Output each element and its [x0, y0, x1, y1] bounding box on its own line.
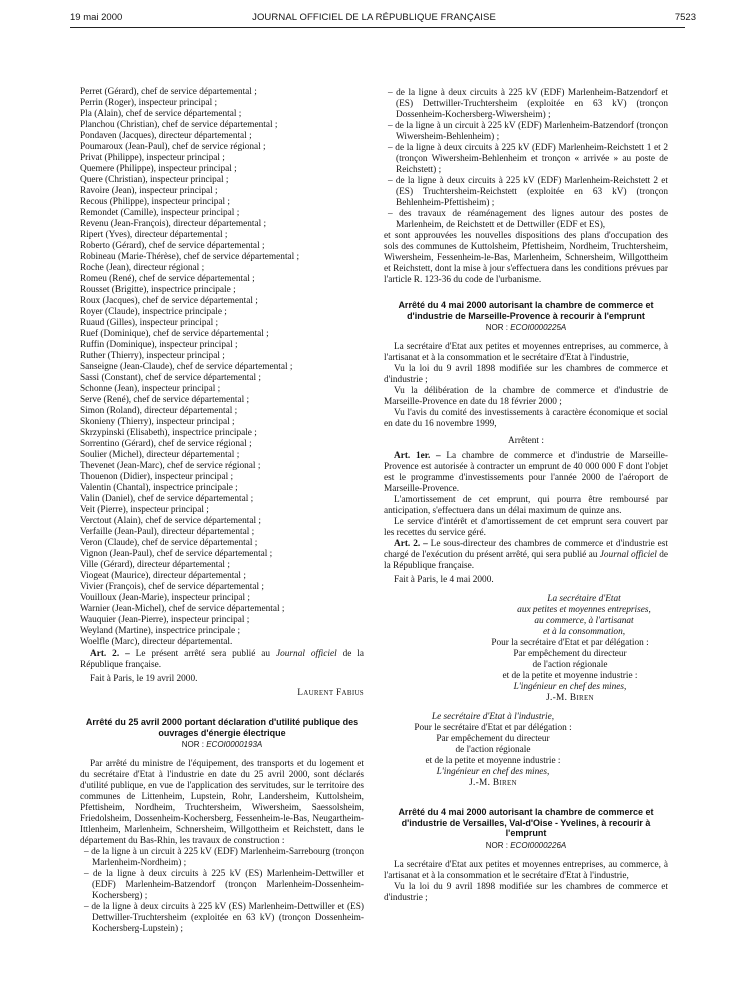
engineer-title: L'ingénieur en chef des mines, [513, 682, 627, 692]
article-2-paragraph: Art. 2. – Le présent arrêté sera publié au Journal officiel de la République française. [80, 649, 365, 670]
approval-paragraph: et sont approuvées les nouvelles dispositions des plans d'occupation des sols des communes de Kuttolsheim, Pfettisheim, Nordheim, Truchtersheim, Wiwersheim, Fessenheim-le-Bas, Marlenheim, Schnersheim, Willgottheim et Reichstett, dont la mise à jour s'effectuera dans les conditions prévues par l'article R. 123-36 du code de l'urbanisme. [384, 231, 668, 285]
works-item: – de la ligne à deux circuits à 225 kV (ES) Marlenheim-Dettwiller et (EDF) Marlenheim-Batzendorf (tronçon Marlenheim-Dossenheim-Kochersberg) ; [84, 869, 364, 901]
appointee-entry: Ruaud (Gilles), inspecteur principal ; [80, 318, 219, 328]
works-item: – de la ligne à deux circuits à 225 kV (ES) Marlenheim-Dettwiller et (ES) Dettwiller-Truchtersheim (exploitée en 63 kV) (tronçon Dossenheim-Kochersberg-Lupstein) ; [84, 902, 364, 934]
appointee-entry: Quemere (Philippe), inspecteur principal ; [80, 164, 237, 174]
article-1-paragraph: Art. 1er. – La chambre de commerce et d'industrie de Marseille-Provence est autorisée à contracter un emprunt de 40 000 000 F dont l'objet est le programme d'investissements pour l'année 2000 de l'aéroport de Marseille-Provence. [384, 451, 668, 494]
appointee-entry: Veron (Claude), chef de service départemental ; [80, 538, 258, 548]
signature-block-1-delegation [472, 638, 668, 704]
nor-reference: NOR : ECOI0000226A [485, 840, 567, 850]
article-paragraph: Le service d'intérêt et d'amortissement de cet emprunt sera couvert par les recettes du service géré. [384, 517, 668, 538]
appointee-entry: Ruther (Thierry), inspecteur principal ; [80, 351, 225, 361]
journal-title: JOURNAL OFFICIEL DE LA RÉPUBLIQUE FRANÇAISE [252, 12, 496, 23]
arretent-heading: Arrêtent : [508, 436, 544, 446]
appointee-entry: Vouilloux (Jean-Marie), inspecteur principal ; [80, 593, 250, 603]
appointee-entry: Sanseigne (Jean-Claude), chef de service départemental ; [80, 362, 293, 372]
nor-reference: NOR : ECOI0000225A [485, 323, 567, 332]
appointee-entry: Remondet (Camille), inspecteur principal ; [80, 208, 240, 218]
appointee-entry: Woelfle (Marc), directeur départemental. [80, 637, 233, 647]
appointee-entry: Privat (Philippe), inspecteur principal ; [80, 153, 225, 163]
works-item: – de la ligne à un circuit à 225 kV (EDF) Marlenheim-Sarrebourg (tronçon Marlenheim-Nordheim) ; [84, 847, 364, 868]
appointee-entry: Pla (Alain), chef de service départemental ; [80, 109, 242, 119]
appointee-entry: Robineau (Marie-Thérèse), chef de service départemental ; [80, 252, 300, 262]
appointee-entry: Roberto (Gérard), chef de service départemental ; [80, 241, 265, 251]
appointee-entry: Ruffin (Dominique), inspecteur principal ; [80, 340, 238, 350]
delegation-line: Par empêchement du directeur [436, 734, 550, 744]
appointee-entry: Sorrentino (Gérard), chef de service régional ; [80, 439, 252, 449]
article-label: Art. 2. – [394, 539, 428, 549]
appointee-entry: Royer (Claude), inspectrice principale ; [80, 307, 227, 317]
appointee-entry: Warnier (Jean-Michel), chef de service départemental ; [80, 604, 285, 614]
appointee-entry: Wauquier (Jean-Pierre), inspecteur principal ; [80, 615, 250, 625]
visa-paragraph: Vu la loi du 9 avril 1898 modifiée sur les chambres de commerce et d'industrie ; [384, 881, 668, 903]
works-item: – de la ligne à deux circuits à 225 kV (EDF) Marlenheim-Batzendorf et (ES) Dettwiller-Truchtersheim (exploitée en 63 kV) (tronçon Dossenheim-Kochersberg-Wiwersheim) ; [388, 88, 668, 120]
arrete-title: Arrêté du 25 avril 2000 portant déclaration d'utilité publique des ouvrages d'énergie électrique [85, 717, 359, 738]
signatory-title-line: au commerce, à l'artisanat [534, 616, 634, 626]
works-list [80, 847, 364, 935]
appointee-entry: Roux (Jacques), chef de service départemental ; [80, 296, 258, 306]
article-paragraph: L'amortissement de cet emprunt, qui pourra être remboursé par anticipation, s'effectuera dans un délai maximum de quinze ans. [384, 495, 668, 516]
appointee-entry: Planchou (Christian), chef de service départemental ; [80, 120, 278, 130]
appointee-entry: Perrin (Roger), inspecteur principal ; [80, 98, 218, 108]
signatory-title-line: et à la consommation, [542, 627, 626, 637]
appointee-entry: Revenu (Jean-François), directeur départemental ; [80, 219, 267, 229]
signature-block-1 [384, 594, 668, 638]
nor-reference: NOR : ECOI0000193A [181, 740, 263, 749]
signature: J.-M. Biren [546, 693, 594, 703]
arrete-title: Arrêté du 4 mai 2000 autorisant la chambre de commerce et d'industrie de Versailles, Val-d'Oise - Yvelines, à recourir à l'emprunt [398, 807, 654, 838]
appointee-entry: Valin (Daniel), chef de service départemental ; [80, 494, 254, 504]
appointee-entry: Simon (Roland), directeur départemental ; [80, 406, 238, 416]
signature-block-2 [398, 712, 588, 789]
appointee-entry: Vignon (Jean-Paul), chef de service départemental ; [80, 549, 273, 559]
page-header [0, 12, 748, 28]
appointee-list [80, 87, 364, 648]
article-label: Art. 1er. – [394, 451, 441, 461]
appointee-entry: Pondaven (Jacques), directeur départemental ; [80, 131, 252, 141]
visa-paragraph: Vu l'avis du comité des investissements à caractère économique et social en date du 16 novembre 1999, [384, 408, 668, 429]
works-list-continued [384, 88, 668, 231]
appointee-entry: Skonieny (Thierry), inspecteur principal ; [80, 417, 235, 427]
appointee-entry: Vivier (François), chef de service départemental ; [80, 582, 265, 592]
appointee-entry: Skrzypinski (Elisabeth), inspectrice principale ; [80, 428, 257, 438]
appointee-entry: Poumaroux (Jean-Paul), chef de service régional ; [80, 142, 266, 152]
delegation-line: Pour la secrétaire d'Etat et par délégation : [491, 638, 649, 648]
signature: Laurent Fabius [297, 688, 364, 698]
appointee-entry: Soulier (Michel), directeur départemental ; [80, 450, 240, 460]
appointee-entry: Quere (Christian), inspecteur principal ; [80, 175, 229, 185]
preamble-paragraph: La secrétaire d'Etat aux petites et moyennes entreprises, au commerce, à l'artisanat et à la consommation et le secrétaire d'Etat à l'industrie, [384, 342, 668, 363]
appointee-entry: Roche (Jean), directeur régional ; [80, 263, 205, 273]
appointee-entry: Recous (Philippe), inspecteur principal ; [80, 197, 231, 207]
works-item: – de la ligne à deux circuits à 225 kV (EDF) Marlenheim-Reichstett 2 et (ES) Truchtersheim-Reichstett (exploitée en 63 kV) (tronçon Behlenheim-Pfettisheim) ; [388, 176, 668, 208]
appointee-entry: Verfaille (Jean-Paul), directeur départemental ; [80, 527, 255, 537]
date-line: Fait à Paris, le 19 avril 2000. [90, 674, 198, 684]
header-rule [70, 27, 685, 28]
arrete-title: Arrêté du 4 mai 2000 autorisant la chambre de commerce et d'industrie de Marseille-Provence à recourir à l'emprunt [398, 300, 654, 321]
appointee-entry: Thevenet (Jean-Marc), chef de service régional ; [80, 461, 261, 471]
appointee-entry: Ravoire (Jean), inspecteur principal ; [80, 186, 218, 196]
appointee-entry: Ruef (Dominique), chef de service départemental ; [80, 329, 269, 339]
delegation-line: Par empêchement du directeur [513, 649, 627, 659]
appointee-entry: Veit (Pierre), inspecteur principal ; [80, 505, 209, 515]
appointee-entry: Valentin (Chantal), inspectrice principale ; [80, 483, 238, 493]
delegation-block [398, 734, 588, 767]
right-column [384, 88, 668, 904]
appointee-entry: Schonne (Jean), inspecteur principal ; [80, 384, 221, 394]
works-item: – de la ligne à deux circuits à 225 kV (EDF) Marlenheim-Reichstett 1 et 2 (tronçon Wiwersheim-Behlenheim et tronçon « arrivée » au poste de Reichstett) ; [388, 143, 668, 175]
works-item: – des travaux de réaménagement des lignes autour des postes de Marlenheim, de Reichstett et de Dettwiller (EDF et ES), [388, 209, 668, 230]
works-item: – de la ligne à un circuit à 225 kV (EDF) Marlenheim-Batzendorf (tronçon Wiwersheim-Behlenheim) ; [388, 121, 668, 142]
delegation-line: et de la petite et moyenne industrie : [425, 756, 561, 766]
signatory-title: Le secrétaire d'Etat à l'industrie, [431, 712, 555, 722]
page-number: 7523 [674, 12, 696, 23]
appointee-entry: Thouenon (Didier), inspecteur principal ; [80, 472, 234, 482]
signature: J.-M. Biren [469, 778, 517, 788]
appointee-entry: Serve (René), chef de service départemental ; [80, 395, 250, 405]
signatory-title [514, 594, 654, 638]
delegation-line: de l'action régionale [455, 745, 531, 755]
appointee-entry: Sassi (Constant), chef de service départemental ; [80, 373, 261, 383]
visa-paragraph: Vu la délibération de la chambre de commerce et d'industrie de Marseille-Provence en date du 18 février 2000 ; [384, 386, 668, 407]
delegation-line: et de la petite et moyenne industrie : [502, 671, 638, 681]
article-label: Art. 2. – [90, 649, 130, 659]
date-line: Fait à Paris, le 4 mai 2000. [394, 575, 494, 585]
visa-paragraph: Vu la loi du 9 avril 1898 modifiée sur les chambres de commerce et d'industrie ; [384, 364, 668, 385]
left-column [80, 87, 364, 935]
signatory-title-line: La secrétaire d'Etat [547, 594, 621, 604]
delegation-line: Pour le secrétaire d'Etat et par délégation : [414, 723, 572, 733]
delegation-block [472, 649, 668, 682]
preamble-paragraph: La secrétaire d'Etat aux petites et moyennes entreprises, au commerce, à l'artisanat et à la consommation et le secrétaire d'Etat à l'industrie, [384, 859, 668, 881]
decree-intro: Par arrêté du ministre de l'équipement, des transports et du logement et du secrétaire d'Etat à l'industrie en date du 25 avril 2000, sont déclarés d'utilité publique, en vue de l'application des servitudes, sur le territoire des communes de Littenheim, Lupstein, Rohr, Landersheim, Kuttolsheim, Pfettisheim, Nordheim, Truchtersheim, Wiwersheim, Saessolsheim, Friedolsheim, Dossenheim-Kochersberg, Fessenheim-le-Bas, Neugartheim-Ittlenheim, Marlenheim, Schnersheim, Willgottheim et Reichstett, dans le département du Bas-Rhin, les travaux de construction : [80, 759, 364, 846]
article-2-paragraph: Art. 2. – Le sous-directeur des chambres de commerce et d'industrie est chargé de l'exécution du présent arrêté, qui sera publié au Journal officiel de la République française. [384, 539, 669, 571]
appointee-entry: Ville (Gérard), directeur départemental ; [80, 560, 230, 570]
appointee-entry: Romeu (René), chef de service départemental ; [80, 274, 255, 284]
appointee-entry: Verctout (Alain), chef de service départemental ; [80, 516, 261, 526]
appointee-entry: Weyland (Martine), inspectrice principale ; [80, 626, 241, 636]
delegation-line: de l'action régionale [532, 660, 608, 670]
header-date: 19 mai 2000 [70, 12, 123, 23]
appointee-entry: Rousset (Brigitte), inspectrice principale ; [80, 285, 236, 295]
signatory-title-line: aux petites et moyennes entreprises, [517, 605, 651, 615]
appointee-entry: Viogeat (Maurice), directeur départemental ; [80, 571, 246, 581]
engineer-title: L'ingénieur en chef des mines, [436, 767, 550, 777]
appointee-entry: Perret (Gérard), chef de service départemental ; [80, 87, 257, 97]
appointee-entry: Ripert (Yves), directeur départemental ; [80, 230, 228, 240]
